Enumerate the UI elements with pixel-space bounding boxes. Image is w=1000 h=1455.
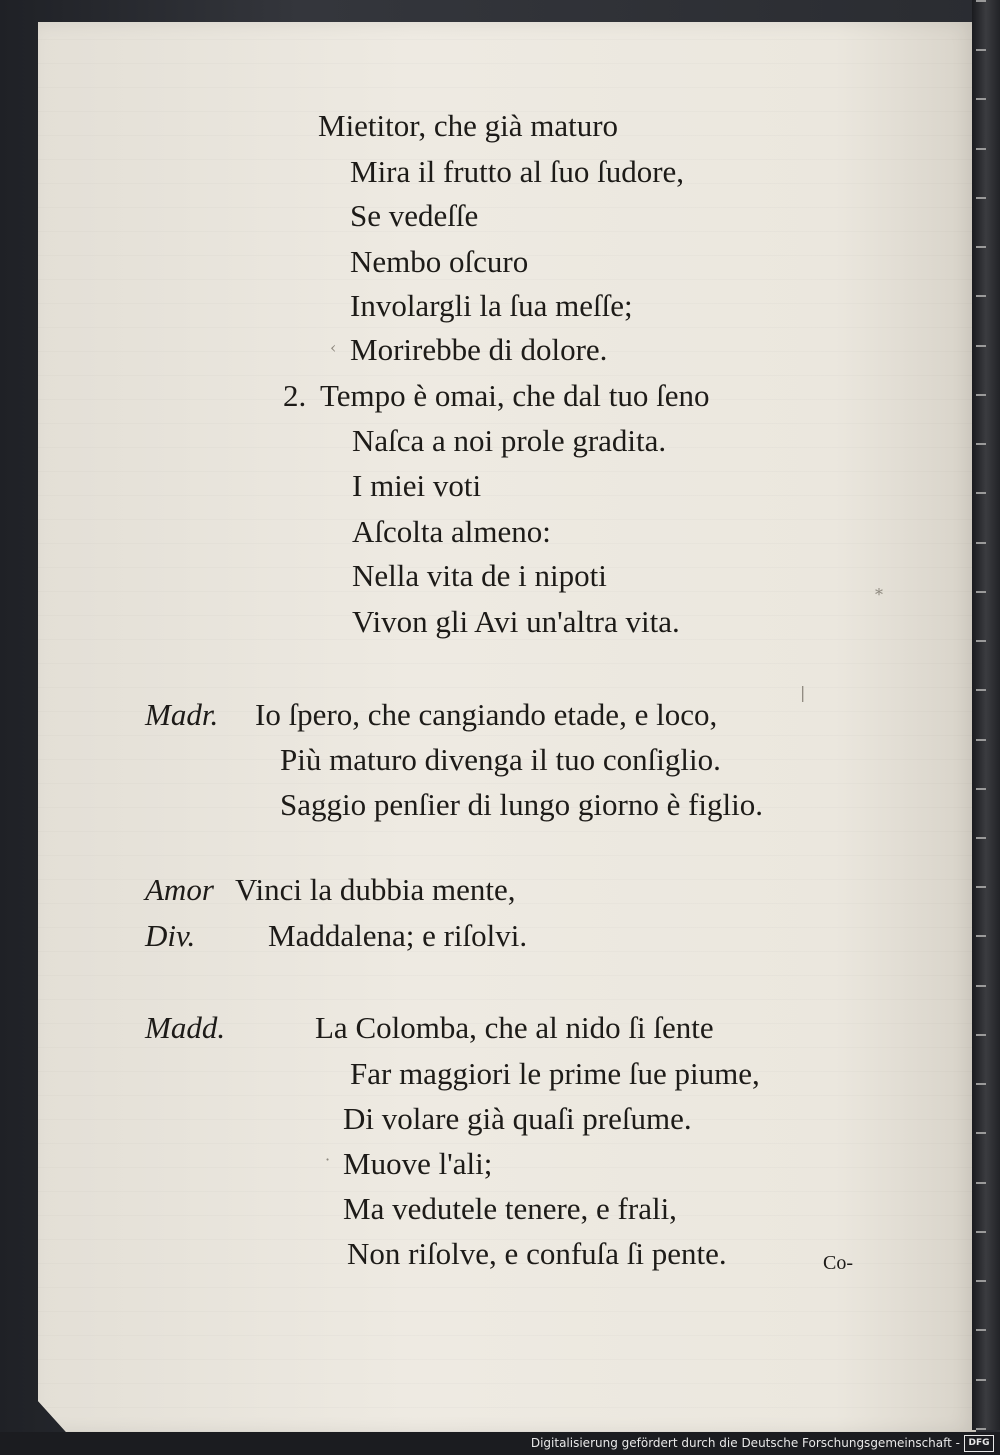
verse-line: Aſcolta almeno: <box>352 514 551 549</box>
verse-line: Mietitor, che già maturo <box>318 108 619 143</box>
verse-line: Di volare già quaſi preſume. <box>343 1101 692 1136</box>
verse-line: Maddalena; e riſolvi. <box>268 918 528 953</box>
speaker-label-amor: Amor <box>145 872 214 907</box>
funding-credit: Digitalisierung gefördert durch die Deutsche Forschungsgemeinschaft - <box>530 1436 960 1450</box>
ink-mark: | <box>800 683 806 702</box>
verse-line: Vinci la dubbia mente, <box>235 872 516 907</box>
verse-line: Saggio penſier di lungo giorno è figlio. <box>280 787 764 822</box>
catchword: Co- <box>823 1252 853 1274</box>
dfg-logo: DFG <box>964 1435 994 1452</box>
verse-line: Se vedeſſe <box>350 198 479 233</box>
verse-line: I miei voti <box>352 468 482 503</box>
verse-line: Più maturo divenga il tuo conſiglio. <box>280 742 721 777</box>
verse-line: Ma vedutele tenere, e frali, <box>343 1191 677 1226</box>
verse-line: Far maggiori le prime ſue piume, <box>350 1056 760 1091</box>
verse-line: Non riſolve, e confuſa ſi pente. <box>347 1236 727 1271</box>
spine-ruler <box>972 0 1000 1430</box>
verse-line: Naſca a noi prole gradita. <box>352 423 667 458</box>
speaker-label-div: Div. <box>145 918 196 953</box>
speaker-label-madr: Madr. <box>145 697 219 732</box>
verse-line: Nella vita de i nipoti <box>352 558 607 593</box>
ink-mark: * <box>875 585 883 604</box>
stanza-number: 2. <box>283 378 307 413</box>
verse-line: La Colomba, che al nido ſi ſente <box>315 1010 714 1045</box>
verse-line: Mira il frutto al ſuo ſudore, <box>350 154 685 189</box>
speaker-label-madd: Madd. <box>145 1010 226 1045</box>
verse-line: Tempo è omai, che dal tuo ſeno <box>320 378 710 413</box>
verse-line: Involargli la ſua meſſe; <box>350 288 633 323</box>
ink-mark: · <box>325 1150 331 1169</box>
verse-line: Vivon gli Avi un'altra vita. <box>352 604 680 639</box>
verse-line: Nembo oſcuro <box>350 244 529 279</box>
verse-line: Morirebbe di dolore. <box>350 332 608 367</box>
verse-line: Io ſpero, che cangiando etade, e loco, <box>255 697 718 732</box>
verse-line: Muove l'ali; <box>343 1146 493 1181</box>
ink-mark: ‹ <box>330 338 337 357</box>
